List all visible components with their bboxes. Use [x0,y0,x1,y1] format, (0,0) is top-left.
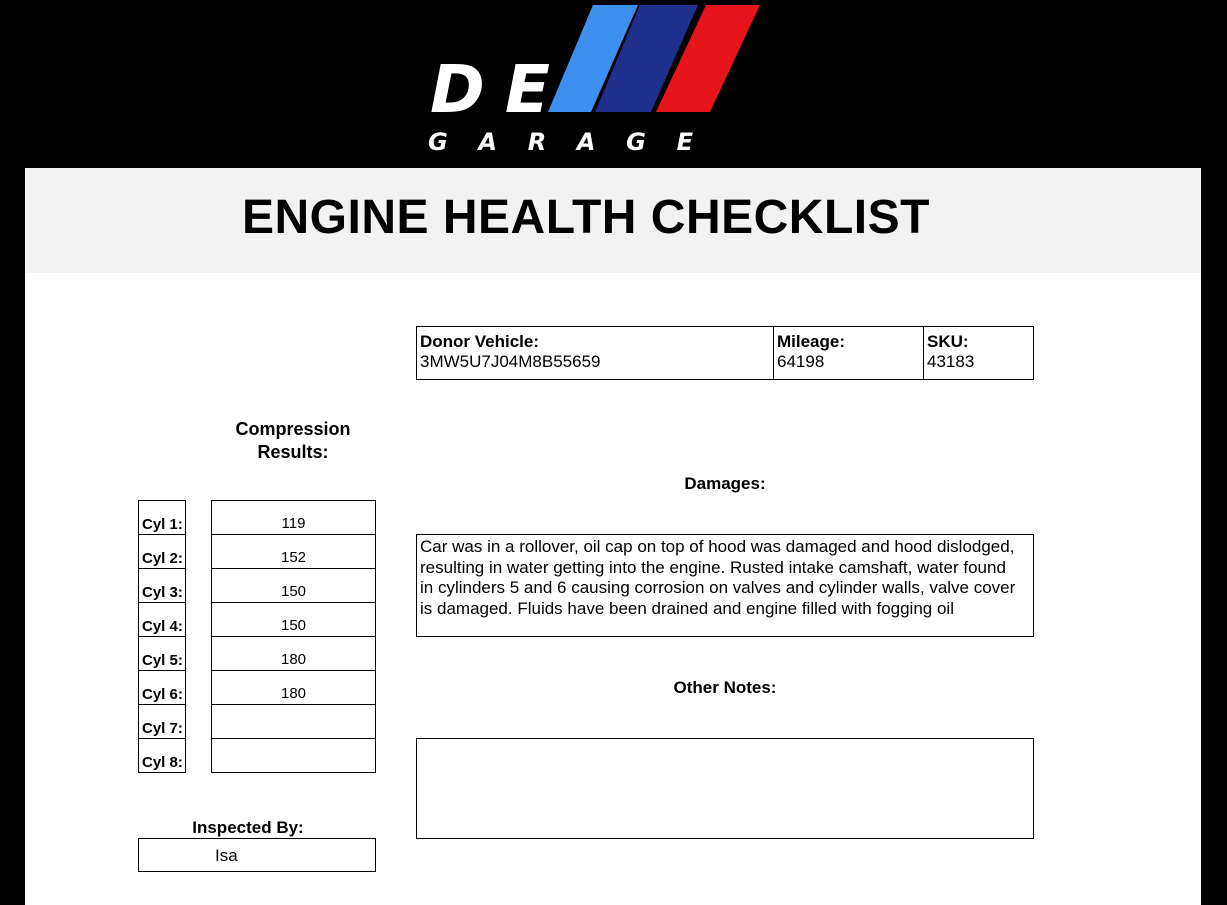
cylinder-8-label: Cyl 8: [138,738,186,773]
logo-graphic [408,0,768,165]
sku-cell[interactable] [923,326,1034,380]
mileage-cell[interactable] [773,326,924,380]
company-logo [408,0,768,165]
cylinder-8-value[interactable] [211,738,376,773]
cylinder-7-value[interactable] [211,704,376,739]
cylinder-5-value[interactable]: 180 [211,636,376,671]
sku-value: 43183 [927,352,975,371]
cylinder-3-label: Cyl 3: [138,568,186,603]
inspected-by-label: Inspected By: [192,818,304,837]
donor-vehicle-cell[interactable] [416,326,774,380]
damages-label: Damages: [684,474,766,493]
other-notes-text [420,741,1019,838]
cylinder-7-label: Cyl 7: [138,704,186,739]
cylinder-3-value[interactable]: 150 [211,568,376,603]
cylinder-6-value[interactable]: 180 [211,670,376,705]
inspected-by-field[interactable] [138,838,376,872]
cylinder-6-label: Cyl 6: [138,670,186,705]
mileage-value: 64198 [777,352,825,371]
damages-field[interactable] [416,534,1034,637]
page-title: ENGINE HEALTH CHECKLIST [242,191,930,244]
cylinder-1-value[interactable]: 119 [211,500,376,535]
cylinder-4-label: Cyl 4: [138,602,186,637]
cylinder-1-label: Cyl 1: [138,500,186,535]
checklist-sheet [25,168,1201,905]
logo-subtitle: G A R A G E [428,128,693,156]
cylinder-5-label: Cyl 5: [138,636,186,671]
sku-label: SKU: [927,332,969,351]
donor-vehicle-label: Donor Vehicle: [420,332,540,351]
compression-heading-line1: Compression [235,419,351,439]
compression-heading-line2: Results: [257,442,329,462]
other-notes-label: Other Notes: [673,678,777,697]
other-notes-field[interactable] [416,738,1034,839]
donor-vehicle-value: 3MW5U7J04M8B55659 [420,352,601,371]
compression-heading [213,418,373,464]
cylinder-2-value[interactable]: 152 [211,534,376,569]
mileage-label: Mileage: [777,332,846,351]
cylinder-2-label: Cyl 2: [138,534,186,569]
cylinder-4-value[interactable]: 150 [211,602,376,637]
damages-text: Car was in a rollover, oil cap on top of hood was damaged and hood dislodged, resulting in water getting into the engine. Rusted intake camshaft, water found in cylinders 5 and 6 causing corrosion on valves and cylinder walls, valve cover is damaged. Fluids have been drained and engine filled with fogging oil [420,537,1016,618]
inspected-by-value: Isa [215,846,238,865]
title-band [25,168,1201,273]
logo-letters: DE [430,51,550,128]
